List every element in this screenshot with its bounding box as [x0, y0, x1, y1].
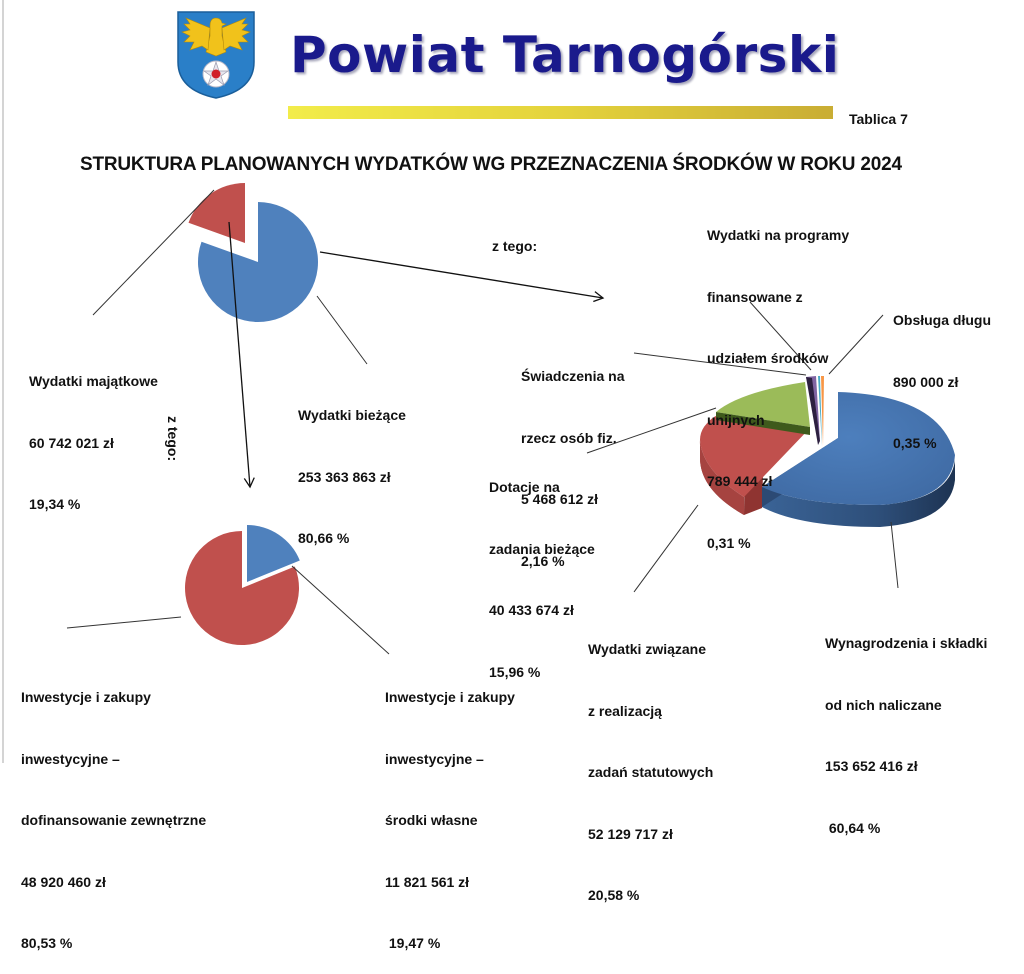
- label-name: Obsługa długu: [893, 312, 991, 328]
- label-amount: 789 444 zł: [707, 473, 773, 489]
- table-number: Tablica 7: [849, 111, 908, 127]
- label-name: finansowane z: [707, 288, 803, 305]
- label-name: Wynagrodzenia i składki: [825, 635, 988, 651]
- label-zadania-statutowe: [588, 598, 713, 926]
- connector-label-right: z tego:: [492, 238, 538, 254]
- label-name: zadań statutowych: [588, 764, 714, 780]
- connector-label-down: z tego:: [165, 416, 181, 462]
- label-name: od nich naliczane: [825, 696, 942, 713]
- label-name: Inwestycje i zakupy: [21, 689, 151, 705]
- label-obsluga-dlugu: [893, 269, 991, 474]
- label-name: z realizacją: [588, 702, 662, 719]
- pie-majatkowe: [185, 525, 300, 645]
- brand-title: Powiat Tarnogórski: [290, 26, 840, 84]
- label-name: środki własne: [385, 812, 478, 828]
- label-name: unijnych: [707, 411, 765, 428]
- label-percent: 0,35 %: [893, 435, 937, 451]
- label-percent: 19,34 %: [29, 496, 81, 512]
- label-name: inwestycyjne –: [385, 750, 484, 767]
- label-amount: 253 363 863 zł: [298, 468, 391, 485]
- label-name: Wydatki związane: [588, 641, 707, 657]
- label-percent: 2,16 %: [521, 552, 565, 569]
- label-amount: 5 468 612 zł: [521, 491, 599, 507]
- slice-wydatki-majatkowe: [189, 183, 246, 243]
- arrow-to-biezace-breakdown: [320, 252, 603, 298]
- label-amount: 890 000 zł: [893, 373, 959, 390]
- label-wydatki-majatkowe: [29, 330, 158, 535]
- label-name: Inwestycje i zakupy: [385, 689, 515, 705]
- label-name: zadania bieżące: [489, 540, 595, 557]
- label-percent: 15,96 %: [489, 663, 541, 680]
- label-amount: 52 129 717 zł: [588, 825, 673, 842]
- label-programy-unijne: [707, 184, 849, 574]
- label-percent: 0,31 %: [707, 534, 751, 551]
- label-percent: 80,66 %: [298, 530, 350, 546]
- label-amount: 40 433 674 zł: [489, 602, 574, 618]
- label-percent: 80,53 %: [21, 935, 73, 951]
- label-name: dofinansowanie zewnętrzne: [21, 812, 207, 828]
- label-name: Świadczenia na: [521, 368, 625, 384]
- label-name: Dotacje na: [489, 479, 560, 495]
- label-name: Wydatki majątkowe: [29, 373, 158, 389]
- label-amount: 11 821 561 zł: [385, 873, 470, 890]
- label-amount: 153 652 416 zł: [825, 758, 918, 774]
- label-percent: 60,64 %: [825, 819, 881, 836]
- chart-title: STRUKTURA PLANOWANYCH WYDATKÓW WG PRZEZNACZENIA ŚRODKÓW W ROKU 2024: [80, 154, 902, 175]
- label-wynagrodzenia: [825, 592, 987, 859]
- label-name: rzecz osób fiz.: [521, 429, 617, 446]
- label-name: udziałem środków: [707, 350, 829, 366]
- label-amount: 60 742 021 zł: [29, 434, 114, 451]
- label-name: Wydatki bieżące: [298, 407, 406, 423]
- label-dofinansowanie-zewnetrzne: [21, 646, 206, 974]
- label-name: inwestycyjne –: [21, 750, 120, 767]
- label-amount: 48 920 460 zł: [21, 873, 106, 890]
- label-wydatki-biezace: [298, 364, 406, 569]
- label-percent: 20,58 %: [588, 887, 640, 903]
- label-dotacje: [489, 436, 595, 703]
- label-percent: 19,47 %: [385, 935, 441, 951]
- pie-total: [189, 183, 318, 322]
- label-name: Wydatki na programy: [707, 227, 850, 243]
